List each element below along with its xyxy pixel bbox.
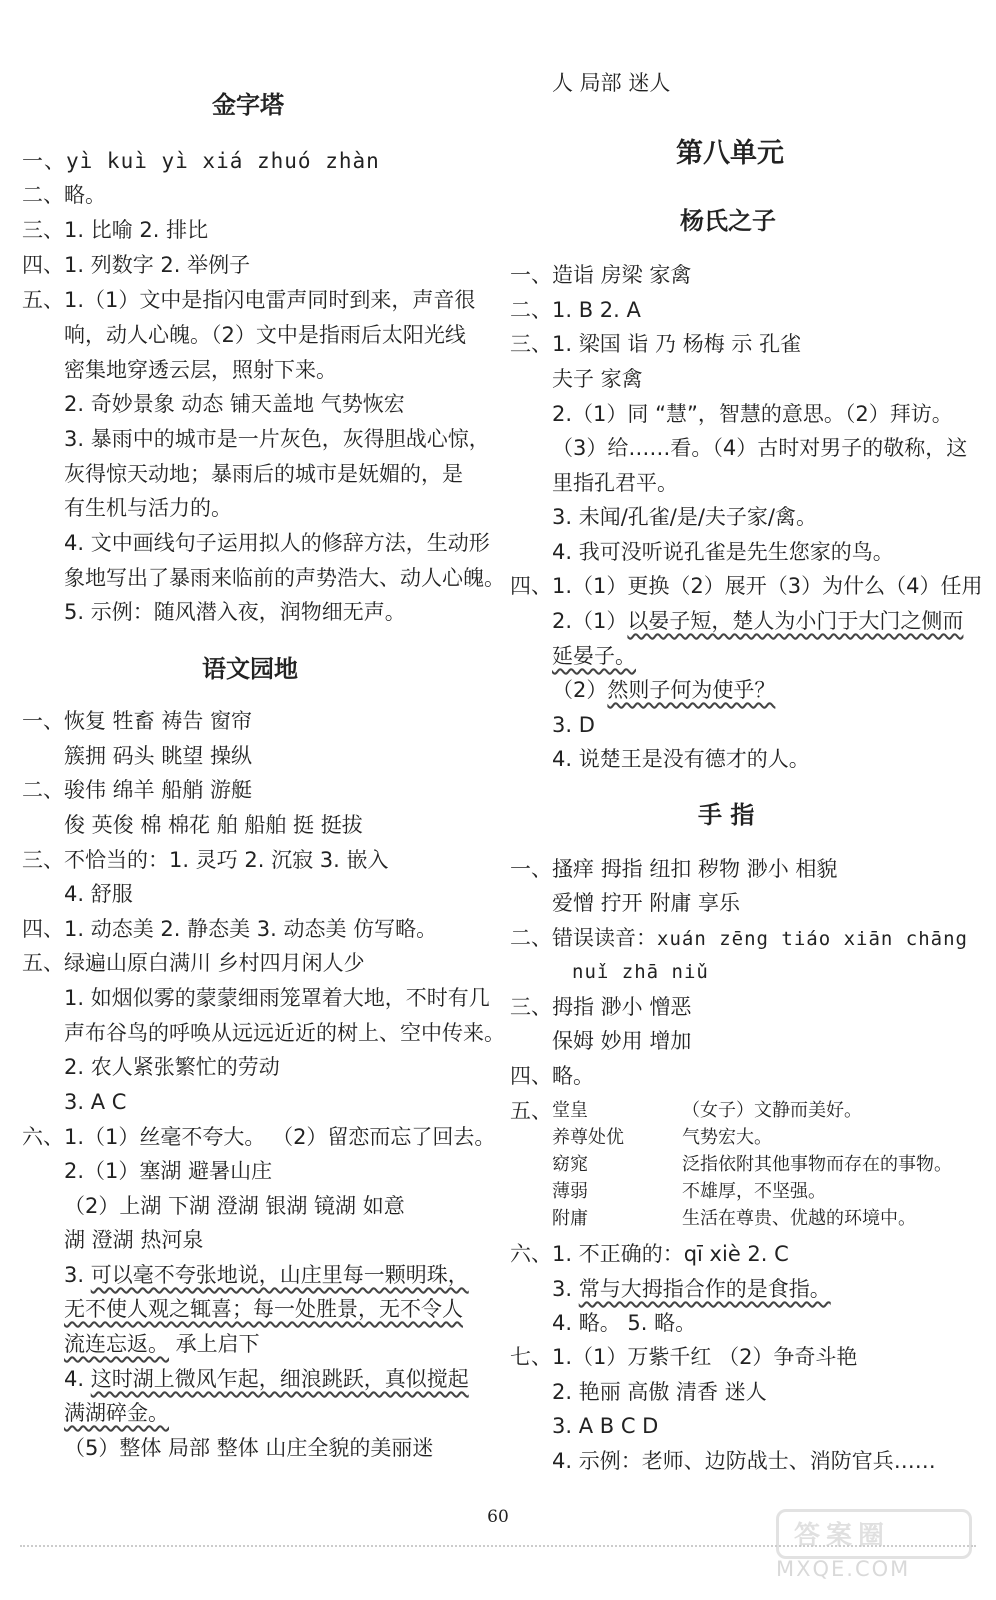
answer-line: 人 局部 迷人 (552, 71, 671, 95)
match-term: 堂皇 (552, 1100, 588, 1121)
answer-line: 三、1. 梁国 诣 乃 杨梅 示 孔雀 (510, 332, 802, 356)
answer-line: 三、拇指 渺小 憎恶 (510, 995, 692, 1019)
answer-line: 二、骏伟 绵羊 船艄 游艇 (22, 778, 253, 802)
underlined-text: 流连忘返。 (64, 1332, 169, 1356)
match-term: 窈窕 (552, 1154, 588, 1175)
answer-line: 4. 文中画线句子运用拟人的修辞方法，生动形 (64, 531, 490, 555)
answer-line: 五、绿遍山原白满川 乡村四月闲人少 (22, 951, 365, 975)
underlined-text: 以晏子短，楚人为小门于大门之侧而 (627, 609, 964, 633)
answer-line: 簇拥 码头 眺望 操纵 (64, 744, 253, 768)
answer-line: （3）给……看。（4）古时对男子的敬称，这 (552, 436, 968, 460)
answer-line: 4. 略。 5. 略。 (552, 1311, 697, 1335)
match-definition: 泛指依附其他事物而存在的事物。 (682, 1154, 952, 1175)
answer-line: 4. 说楚王是没有德才的人。 (552, 747, 810, 771)
answer-line: 三、1. 比喻 2. 排比 (22, 218, 209, 242)
answer-line: 一、造诣 房梁 家禽 (510, 263, 692, 287)
match-term: 薄弱 (552, 1181, 588, 1202)
answer-line: 六、1.（1）丝毫不夸大。 （2）留恋而忘了回去。 (22, 1125, 496, 1149)
underlined-text: 延晏子。 (552, 644, 636, 668)
answer-text: 二、错误读音： (510, 926, 657, 950)
watermark-text: MXQE.COM (776, 1557, 911, 1581)
unit-title: 第八单元 (676, 138, 784, 169)
answer-line: 二、略。 (22, 183, 106, 207)
match-definition: （女子）文静而美好。 (682, 1100, 862, 1121)
answer-line: 5. 示例：随风潜入夜，润物细无声。 (64, 600, 406, 624)
section-title-shouzhi: 手 指 (698, 801, 755, 829)
answer-line: 保姆 妙用 增加 (552, 1029, 692, 1053)
answer-line: 响，动人心魄。（2）文中是指雨后太阳光线 (64, 323, 466, 347)
item-number: （2） (552, 678, 608, 702)
match-term: 养尊处优 (552, 1127, 624, 1148)
answer-line (64, 1258, 469, 1292)
answer-line (64, 1362, 469, 1396)
watermark-logo (746, 1505, 976, 1585)
match-definition: 气势宏大。 (682, 1127, 772, 1148)
answer-line: 六、1. 不正确的：qī xiè 2. C (510, 1242, 789, 1266)
page-number: 60 (487, 1507, 509, 1527)
answer-line: 声布谷鸟的呼唤从远远近近的树上、空中传来。 (64, 1021, 505, 1045)
answer-line: 3. 未闻/孔雀/是/夫子家/禽。 (552, 505, 818, 529)
item-number: 3. (64, 1263, 91, 1287)
answer-line (64, 1327, 260, 1361)
answer-line: 夫子 家禽 (552, 367, 643, 391)
answer-line: 五、1.（1）文中是指闪电雷声同时到来，声音很 (22, 288, 476, 312)
answer-line: 4. 我可没听说孔雀是先生您家的鸟。 (552, 540, 894, 564)
underlined-text: 无不使人观之辄喜；每一处胜景，无不令人 (64, 1297, 463, 1321)
answer-line: 1. 如烟似雾的蒙蒙细雨笼罩着大地，不时有几 (64, 986, 490, 1010)
matching-table (552, 1097, 972, 1237)
answer-line: 有生机与活力的。 (64, 496, 232, 520)
underlined-text: 然则子何为使乎？ (607, 678, 776, 702)
answer-line: 2. 艳丽 高傲 清香 迷人 (552, 1380, 767, 1404)
underlined-text: 常与大拇指合作的是食指。 (578, 1277, 831, 1301)
answer-line (552, 604, 963, 638)
answer-line: 一、恢复 牲畜 祷告 窗帘 (22, 709, 253, 733)
answer-text: 承上启下 (169, 1332, 260, 1356)
answer-line: （5）整体 局部 整体 山庄全貌的美丽迷 (64, 1436, 434, 1460)
section-title-yuwen-yuandi: 语文园地 (202, 655, 298, 683)
answer-line: 4. 舒服 (64, 882, 133, 906)
section-title-yangshi-zhizi: 杨氏之子 (680, 207, 776, 235)
pinyin-text: xuán zēng tiáo xiān chāng (657, 928, 968, 950)
answer-line: 四、1. 列数字 2. 举例子 (22, 253, 251, 277)
answer-line: 四、略。 (510, 1064, 594, 1088)
answer-line (552, 1272, 831, 1306)
answer-line: 2. 奇妙景象 动态 铺天盖地 气势恢宏 (64, 392, 405, 416)
answer-line: 4. 示例：老师、边防战士、消防官兵…… (552, 1449, 936, 1473)
watermark-glyph: 答案圈 (794, 1521, 891, 1551)
match-term: 附庸 (552, 1208, 588, 1229)
answer-line: 湖 澄湖 热河泉 (64, 1228, 204, 1252)
answer-line: 2. 农人紧张繁忙的劳动 (64, 1055, 280, 1079)
answer-line: 俊 英俊 棉 棉花 舶 船舶 挺 挺拔 (64, 813, 363, 837)
answer-line: （2）上湖 下湖 澄湖 银湖 镜湖 如意 (64, 1194, 405, 1218)
answer-line: 2.（1）塞湖 避暑山庄 (64, 1159, 273, 1183)
answer-line: 3. A C (64, 1090, 127, 1114)
answer-line (510, 921, 968, 956)
section-title-jinzita: 金字塔 (212, 91, 284, 119)
answer-line: 七、1.（1）万紫千红 （2）争奇斗艳 (510, 1345, 858, 1369)
underlined-text: 这时湖上微风乍起，细浪跳跃，真似搅起 (90, 1367, 469, 1391)
item-number: 3. (552, 1277, 579, 1301)
answer-line: 二、1. B 2. A (510, 298, 641, 322)
match-definition: 生活在尊贵、优越的环境中。 (682, 1208, 916, 1229)
answer-line: 五、 (510, 1099, 552, 1123)
underlined-text: 可以毫不夸张地说，山庄里每一颗明珠， (90, 1263, 469, 1287)
answer-line: 三、不恰当的：1. 灵巧 2. 沉寂 3. 嵌入 (22, 848, 389, 872)
answer-line (552, 673, 775, 707)
underlined-text: 满湖碎金。 (64, 1401, 169, 1425)
answer-line: 一、yì kuì yì xiá zhuó zhàn (22, 149, 380, 173)
item-number: 4. (64, 1367, 91, 1391)
answer-line: 四、1.（1）更换（2）展开（3）为什么（4）任用 (510, 574, 983, 598)
answer-line: 密集地穿透云层，照射下来。 (64, 358, 337, 382)
answer-line: 象地写出了暴雨来临前的声势浩大、动人心魄。 (64, 566, 505, 590)
answer-line: 2.（1）同 “慧”，智慧的意思。（2）拜访。 (552, 402, 953, 426)
answer-line: 3. D (552, 713, 595, 737)
answer-line: 灰得惊天动地；暴雨后的城市是妩媚的，是 (64, 462, 463, 486)
answer-line: 一、搔痒 拇指 纽扣 秽物 渺小 相貌 (510, 857, 838, 881)
answer-line: 3. 暴雨中的城市是一片灰色，灰得胆战心惊， (64, 427, 490, 451)
answer-line: 里指孔君平。 (552, 471, 678, 495)
match-definition: 不雄厚，不坚强。 (682, 1181, 826, 1202)
item-number: 2.（1） (552, 609, 628, 633)
answer-line: 爱憎 拧开 附庸 享乐 (552, 891, 741, 915)
answer-line: 3. A B C D (552, 1414, 659, 1438)
answer-line: 四、1. 动态美 2. 静态美 3. 动态美 仿写略。 (22, 917, 438, 941)
pinyin-text: nuǐ zhā niǔ (572, 961, 709, 983)
